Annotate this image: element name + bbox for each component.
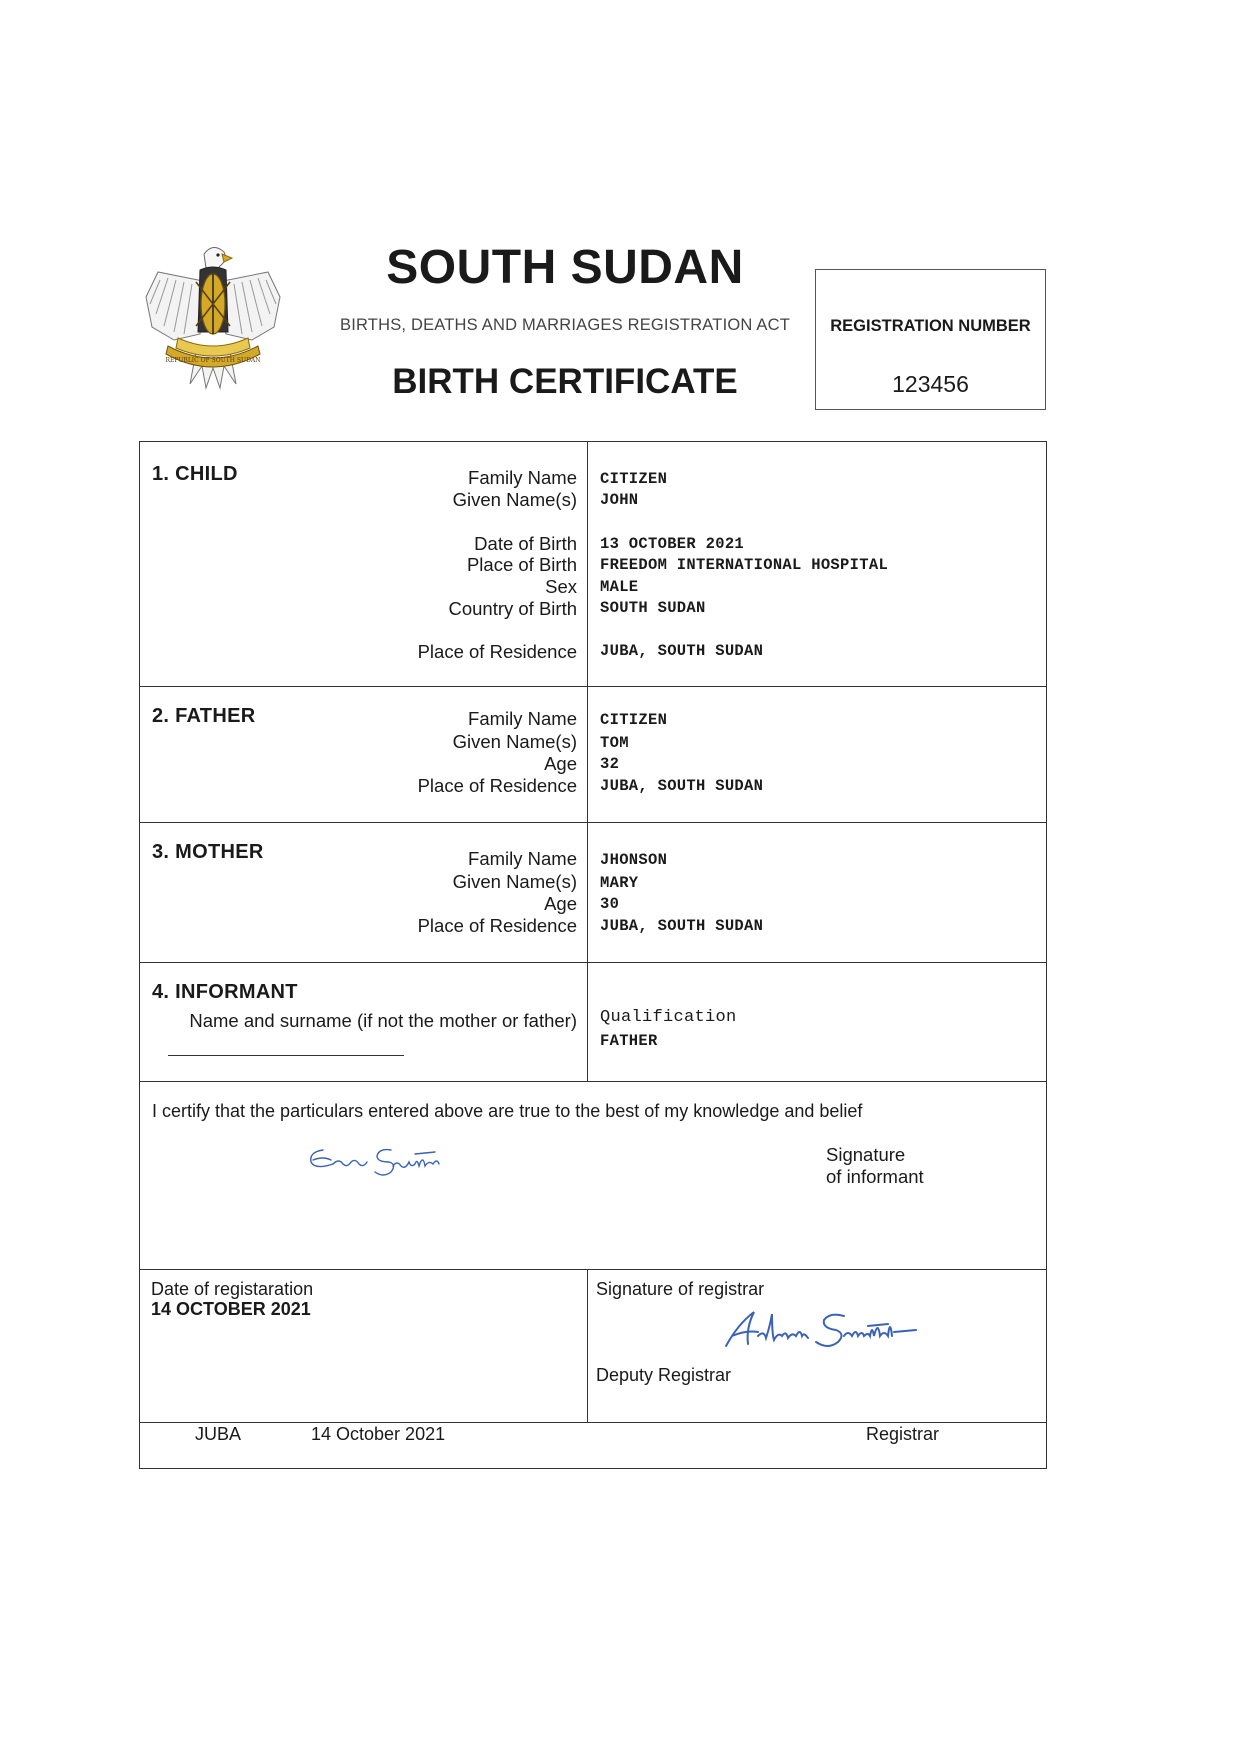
- divider-mother-informant: [139, 962, 1047, 963]
- child-country-value: SOUTH SUDAN: [600, 599, 706, 617]
- child-pob-label: Place of Birth: [466, 554, 577, 575]
- mother-given-names-value: MARY: [600, 874, 639, 892]
- father-given-names-label: Given Name(s): [452, 731, 577, 752]
- country-heading: SOUTH SUDAN: [386, 241, 744, 294]
- date-of-registration-label: Date of registaration: [151, 1279, 314, 1299]
- child-section-heading: 1. CHILD: [152, 463, 238, 485]
- child-given-names-label: Given Name(s): [452, 489, 577, 510]
- child-dob-value: 13 OCTOBER 2021: [600, 535, 745, 553]
- registrar-signature: [718, 1306, 918, 1359]
- mother-age-label: Age: [544, 893, 577, 914]
- father-age-label: Age: [544, 753, 577, 774]
- svg-text:REPUBLIC OF SOUTH SUDAN: REPUBLIC OF SOUTH SUDAN: [165, 357, 261, 364]
- father-family-name-label: Family Name: [468, 708, 577, 729]
- child-sex-label: Sex: [545, 576, 577, 597]
- child-residence-value: JUBA, SOUTH SUDAN: [600, 642, 764, 660]
- divider-registration-footer: [139, 1422, 1047, 1423]
- informant-section-heading: 4. INFORMANT: [152, 981, 298, 1003]
- footer-registrar-label: Registrar: [866, 1424, 940, 1444]
- child-pob-value: FREEDOM INTERNATIONAL HOSPITAL: [600, 556, 889, 574]
- column-divider-registration: [587, 1269, 588, 1422]
- child-sex-value: MALE: [600, 578, 639, 596]
- footer-date: 14 October 2021: [311, 1424, 446, 1444]
- divider-informant-certification: [139, 1081, 1047, 1082]
- informant-signature: [305, 1140, 455, 1187]
- child-family-name-label: Family Name: [468, 467, 577, 488]
- child-dob-label: Date of Birth: [474, 533, 577, 554]
- informant-name-blank-line: [168, 1055, 404, 1056]
- registration-number-label: REGISTRATION NUMBER: [830, 317, 1031, 335]
- signature-label-line1: Signature: [826, 1144, 906, 1165]
- certificate-title: BIRTH CERTIFICATE: [392, 362, 738, 401]
- column-divider-upper: [587, 441, 588, 1081]
- mother-section-heading: 3. MOTHER: [152, 841, 264, 863]
- divider-certification-registration: [139, 1269, 1047, 1270]
- signature-label-line2: of informant: [826, 1166, 924, 1187]
- informant-name-label: Name and surname (if not the mother or father): [189, 1010, 577, 1031]
- mother-family-name-label: Family Name: [468, 848, 577, 869]
- divider-father-mother: [139, 822, 1047, 823]
- child-family-name-value: CITIZEN: [600, 470, 668, 488]
- mother-age-value: 30: [600, 895, 620, 913]
- father-family-name-value: CITIZEN: [600, 711, 668, 729]
- father-residence-value: JUBA, SOUTH SUDAN: [600, 777, 764, 795]
- child-given-names-value: JOHN: [600, 491, 639, 509]
- registrar-signature-label: Signature of registrar: [596, 1279, 765, 1299]
- child-country-label: Country of Birth: [448, 598, 577, 619]
- mother-family-name-value: JHONSON: [600, 851, 668, 869]
- divider-child-father: [139, 686, 1047, 687]
- father-residence-label: Place of Residence: [417, 775, 577, 796]
- act-subtitle: BIRTHS, DEATHS AND MARRIAGES REGISTRATION ACT: [340, 316, 790, 334]
- mother-residence-label: Place of Residence: [417, 915, 577, 936]
- child-residence-label: Place of Residence: [417, 641, 577, 662]
- informant-qualification-value: FATHER: [600, 1032, 658, 1050]
- father-section-heading: 2. FATHER: [152, 705, 256, 727]
- informant-qualification-label: Qualification: [600, 1008, 737, 1027]
- certification-statement: I certify that the particulars entered above are true to the best of my knowledge and belief: [152, 1101, 863, 1121]
- coat-of-arms-emblem: [138, 242, 288, 390]
- mother-given-names-label: Given Name(s): [452, 871, 577, 892]
- registration-number-box: [815, 269, 1046, 410]
- registration-number-value: 123456: [892, 371, 969, 397]
- deputy-registrar-label: Deputy Registrar: [596, 1365, 732, 1385]
- date-of-registration-value: 14 OCTOBER 2021: [151, 1299, 311, 1319]
- footer-place: JUBA: [195, 1424, 242, 1444]
- father-given-names-value: TOM: [600, 734, 629, 752]
- mother-residence-value: JUBA, SOUTH SUDAN: [600, 917, 764, 935]
- father-age-value: 32: [600, 755, 620, 773]
